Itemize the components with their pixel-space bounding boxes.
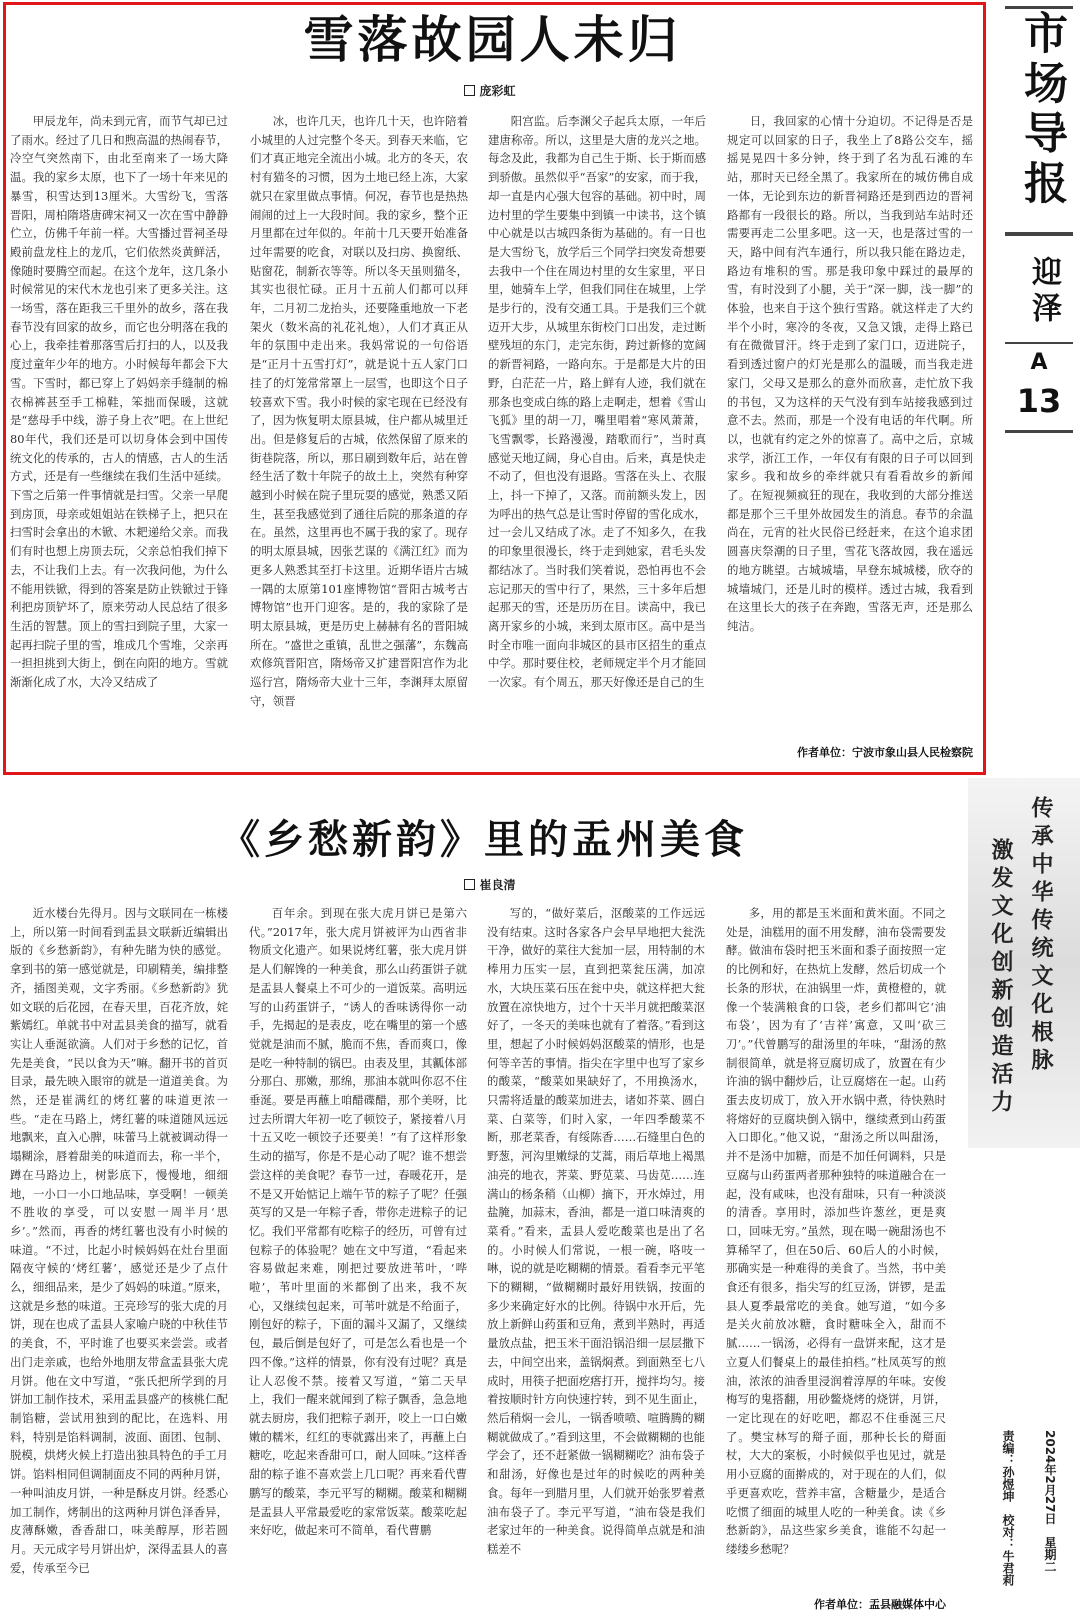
- slogan-banner: [968, 778, 1080, 1148]
- article1-affiliation: 作者单位：宁波市象山县人民检察院: [797, 746, 973, 759]
- article1-byline: [380, 82, 600, 99]
- article2-title: 《乡愁新韵》里的盂州美食: [220, 816, 748, 863]
- newspaper-name: 市场导报: [1016, 10, 1067, 210]
- slogan-line-1: 传承中华传统文化根脉: [1028, 796, 1054, 1076]
- masthead-divider-2: [1005, 342, 1073, 344]
- page-number: 13: [1016, 382, 1062, 420]
- masthead: [995, 0, 1080, 445]
- masthead-divider: [1005, 232, 1073, 236]
- article1-title: 雪落故园人未归: [303, 10, 682, 69]
- article1-column-3: 阳宫监。后李渊父子起兵太原，一年后建唐称帝。所以，这里是大唐的龙兴之地。每念及此，我都为自己生于斯、长于斯而感到骄傲。虽然似乎“吾家”的安家，而于我，却一直是内心强大包容的基础。初中时，周边村里的学生要集中到镇一中读书，这个镇中心就是以古城四条街为基础的。有一日也是大雪纷飞，放学后三个同学扫突发奇想要去我中一个住在周边村里的女生家里，平日里，她骑车上学，但我们同住在城里，上学是步行的，没有交通工具。于是我们三个就迈开大步，从城里东街校门口出发，走过断壁残垣的东门，走完东街，跨过新修的宽阔的新晋祠路，一路向东。于是都是大片的田野，白茫茫一片，路上鲜有人迹，我们就在那条也变成白练的路上走啊走，想着《雪山飞狐》里的胡一刀，嘴里唱着“寒风萧萧，飞雪飘零，长路漫漫，踏歌而行”，当时真感觉天地辽阔，身心自由。后来，真是快走不动了，但也没有退路。雪落在头上、衣服上，抖一下掉了，又落。而前额头发上，因为呼出的热气总是让雪时停留的雪化成水，过一会儿又结成了冰。走了不知多久，在我的印象里很漫长，终于走到她家，君毛头发都结冰了。当时我们笑着说，恐怕再也不会忘记那天的雪中行了，果然，三十多年后想起那天的雪，还是历历在目。读高中，我已离开家乡的小城，来到太原市区。高中是当时全市唯一面向非城区的县市区招生的重点中学。那时要住校，老师规定半个月才能回一次家。有个周五，那天好像还是自己的生: [488, 114, 706, 690]
- masthead-bottom-rule: [1005, 430, 1073, 433]
- byline-box-icon: [464, 85, 475, 96]
- slogan-line-2: 激发文化创新创造活力: [988, 838, 1014, 1118]
- page-letter: A: [1030, 350, 1048, 375]
- article2-column-2: 百年余。到现在张大虎月饼已是第六代。”2017年，张大虎月饼被评为山西省非物质文化遗产。如果说烤红薯，张大虎月饼是人们解馋的一种美食，那么山药蛋饼子就是盂县人餐桌上不可少的一道饭菜。高明远写的山药蛋饼子，“诱人的香味诱得你一动手，先揭起的是表皮，吃在嘴里的第一个感觉就是油而不腻，脆而不焦，香而爽口，像是吃一种特制的锅巴。由表及里，其瓤体部分那白、那嫩，那绵，那油本就叫你忍不住垂涎。要是再蘸上咱醋碟醋，那个美呀，比过去所谓大年初一吃了顿饺子，紧接着八月十五又吃一顿饺子还要美！”有了这样形象生动的描写，你是不是心动了呢？谁不想尝尝这样的美食呢？春节一过，春暖花开，是不是又开始惦记上端午节的粽子了呢？任强英写的又是一年粽子香，带你走进粽子的记忆。我们平常都有吃粽子的经历，可曾有过包粽子的体验呢？她在文中写道，“看起来容易做起来难，刚把过要放进苇叶，‘哗啦’，苇叶里面的米都倒了出来，我不灰心，又继续包起来，可苇叶就是不给面子，刚包好的粽子，下面的漏斗又漏了，又继续包，最后倒是包好了，可是怎么看也是一个四不像。”这样的情景，你有没有过呢？真是让人忍俊不禁。接着又写道，“第二天早上，我们一醒来就闻到了粽子飘香，急急地就去厨房，我们把粽子剥开，咬上一口白嫩嫩的糯米，红红的枣就露出来了，再蘸上白糖吃，吃起来香甜可口，耐人回味。”这样香甜的粽子谁不喜欢尝上几口呢？再来看代曹鹏写的酸菜，李元平写的糊糊。酸菜和糊糊是盂县人平常最爱吃的家常饭菜。酸菜吃起来好吃，做起来可不简单，看代曹鹏: [249, 906, 467, 1538]
- article2-column-1: 近水楼台先得月。因与文联同在一栋楼上，所以第一时间看到盂县文联新近编辑出版的《乡愁新韵》，有种先睹为快的感觉。拿到书的第一感觉就是，印刷精美，编排整齐，插图美观，文字秀丽。《乡愁新韵》犹如文联的后花园，在春天里，百花齐放，姹紫嫣红。单就书中对盂县美食的描写，就看实让人垂涎欲滴。人们对于乡愁的记忆，首先是美食，“民以食为天”嘛。翻开书的首页目录，最先映入眼帘的就是一道道美食。为然，还是崔满红的烤红薯的味道更浓一些。“走在马路上，烤红薯的味道随风远远地飘来，直入心脾，味蕾马上就被调动得一塌糊涂，唇着甜美的味道而去，称一半个，蹲在马路边上，树影底下，慢慢地，细细地，一小口一小口地品味，享受啊！一顿美不胜收的享受，可以安慰一周半月‘思乡’。”然而，再香的烤红薯也没有小时候的味道。“不过，比起小时候妈妈在灶台里面隔夜守候的‘烤红薯’，感觉还是少了点什么，细细品来，是少了妈妈的味道。”原来，这就是乡愁的味道。王亮珍写的张大虎的月饼，现在也成了盂县人家喻户晓的中秋佳节的美食，不，平时谁了也要买来尝尝。或者出门走亲戚，也给外地朋友带盒盂县张大虎月饼。他在文中写道，“张氏把所学到的月饼加工制作技术，采用盂县盛产的核桃仁配制馅糖，尝试用独到的配比，在选料、用料，特别是馅料调制，波面、面团、包制、脱模，烘烤火候上打造出独具特色的手工月饼。馅料相同但调制面皮不同的两种月饼，一种叫油皮月饼，一种是酥皮月饼。经悉心加工制作，烤制出的这两种月饼色泽香异，皮薄酥嫩，香香甜口，味美醇厚，形若圆月。天元成字号月饼出炉，深得盂县人的喜爱，传承至今已: [10, 906, 228, 1575]
- article2-affiliation: 作者单位：盂县融媒体中心: [814, 1598, 946, 1611]
- article1-column-2: 冰，也许几天，也许几十天，也许陪着小城里的人过完整个冬天。到春天来临，它们才真正地完全流出小城。北方的冬天，农村有猫冬的习惯，因为土地已经上冻，大家就只在家里做点事情。何况，春节也是热热闹闹的过上一大段时间。我的家乡，整个正月里都在过年似的。年前十几天要开始准备过年需要的吃食，对联以及扫房、换窗纸、贴窗花，制新衣等等。所以冬天虽则猫冬，其实也很忙碌。正月十五前人们都可以拜年，二月初二龙抬头，还要隆重地放一下老架火（数米高的礼花礼炮），人们才真正从年的氛围中走出来。我妈常说的一句俗语是“正月十五雪打灯”，就是说十五人家门口挂了的灯笼常常罩上一层雪，也即这个日子较喜欢下雪。我小时候的家宅现在已经没有了，因为恢复明太原县城，住户都从城里迁出。但是修复后的古城，依然保留了原来的街巷院落，所以，那日刷到数年后，站在曾经生活了数十年院子的故土上，突然有种穿越到小时候在院子里玩耍的感觉，熟悉又陌生，甚至我感觉到了通往后院的那条道的存在。虽然，这里再也不属于我的家了。现存的明太原县城，因张艺谋的《满江红》而为更多人熟悉其至打卡这里。近期华语片古城一隅的太原第101座博物馆“晋阳古城考古博物馆”也开门迎客。是的，我的家除了是明太原县城，更是历史上赫赫有名的晋阳城所在。“盛世之重镇，乱世之强藩”，东魏高欢修筑晋阳宫，隋炀帝又扩建晋阳宫作为北巡行宫，隋炀帝大业十三年，李渊拜太原留守，领晋: [250, 114, 468, 708]
- article1-author: 庞彩虹: [479, 84, 516, 98]
- article2-column-4: 多，用的都是玉米面和黄米面。不同之处是，油糕用的面不用发酵，油布袋需要发酵。做油布袋时把玉米面和黍子面按照一定的比例和好，在热炕上发酵，然后切成一个长条的形状，在油锅里一炸，黄橙橙的，就像一个装满粮食的口袋，老乡们都叫它‘油布袋’，因为有了‘吉祥’寓意，又叫‘砍三刀’。”代曾鹏写的甜汤里的年味，“甜汤的熬制很简单，就是将豆腐切成了，放置在有少许油的锅中翻炒后，让豆腐熔在一起。山药蛋去皮切成丁，放入开水锅中煮，待快熟时将熔好的豆腐块倒入锅中，继续煮到山药蛋入口即化。”他又说，“甜汤之所以叫甜汤，并不是汤中加糖，而是不加任何调料，只是豆腐与山药蛋两者那种独特的味道融合在一起，没有咸味，也没有甜味，只有一种淡淡的清香。享用时，添加些许葱丝，更是爽口，回味无穷。”虽然，现在喝一碗甜汤也不算稀罕了，但在50后、60后人的小时候，那确实是一种难得的美食了。当然，书中美食还有很多，指尖写的红豆汤，饼锣，是盂县人夏季最常吃的美食。她写道，“如今多是关火前放冰糖，食时糖味全入，甜而不腻……一锅汤，必得有一盘饼来配，这才是立夏人们餐桌上的最佳拍档。”杜凤英写的煎油，浓浓的油香里浸润着淳厚的年味。安俊梅写的鬼搭翻，用砂鳖烧烤的烧饼，月饼，一定比现在的好吃吧，都忍不住垂涎三尺了。樊宝林写的搿子面，那种长长的搿面杖，大大的案板，小时候似乎也见过，就是用小豆腐的面擀成的，对于现在的人们，似乎更喜欢吃，营养丰富，含糖量少，是适合吃惯了细面的城里人吃的一种美食。读《乡愁新韵》，品这些家乡美食，谁能不勾起一缕缕乡愁呢？: [726, 906, 946, 1556]
- section-name: 迎泽: [1026, 256, 1061, 328]
- article1-column-4: 日，我回家的心情十分迫切。不记得是否是规定可以回家的日子，我坐上了8路公交车，摇摇晃晃四十多分钟，终于到了名为乱石滩的车站，那时天已经全黑了。我家所在的城仿佛自成一体，无论到东边的新晋祠路还是到西边的晋祠路都有一段很长的路。所以，当我到站车站时还需要再走二公里多吧。这一天，也是落过雪的一天，路中间有汽车通行，所以我只能在路边走，路边有堆积的雪。那是我印象中踩过的最厚的雪，有时没到了小腿，关于“深一脚，浅一脚”的体验，也来自于这个独行雪路。就这样走了大约半个小时，寒冷的冬夜，又急又饿，走得上路已有在微微冒汗。终于走到了家门口，迈进院子，看到透过窗户的灯光是那么的温暖，而当我走进家门，父母又是那么的意外而欣喜，走忙放下我的书包，又为这样的天气没有到车站接我感到过意不去。然而，那是一个没有电话的年代啊。所以，也就有约定之外的惊喜了。高中之后，京城求学，浙江工作，一年仅有有限的日子可以回到家乡。我和故乡的牵绊就只有看看故乡的新闻了。在短视频疯狂的现在，我收到的大部分推送都是那个三千里外故园发生的消息。春节的余温尚在，元宵的社火民俗已经赶来，在这个追求团圆喜庆祭潮的日子里，雪花飞落故园，我在遥远的地方眺望。古城城墙，早登东城城楼，欣夺的城墙城门，还是儿时的模样。透过古城，我看到在这里长大的孩子在奔跑，雪落无声，还是那么纯洁。: [727, 114, 973, 633]
- masthead-top-rule: [1005, 6, 1073, 9]
- article2-column-3: 写的，“做好菜后，沤酸菜的工作远远没有结束。这时各家各户会早早地把大瓮洗干净，做好的菜往大瓮加一层，用特制的木棒用力压实一层，直到把菜瓮压满，加凉水，大块压菜石压在瓮中央，就这样把大瓮放置在凉快地方，过个十天半月就把酸菜沤好了，一冬天的美味也就有了着落。”看到这里，想起了小时候妈妈沤酸菜的情形，也是何等辛苦的事情。指尖在字里中也写了家乡的酸菜，“酸菜如果缺好了，不用换汤水，只需将适量的酸菜加进去，诸如芥菜、圆白菜、白菜等，们时入家，一年四季酸菜不断，那老菜香，有绥陈香……石缝里白色的野葱，河沟里嫩绿的艾蒿，雨后草地上褐黑油亮的地衣，荠菜、野苋菜、马齿苋……连满山的杨条稍（山柳）摘下，开水焯过，用盐腌，加蒜末，香油，都是一道口味清爽的菜肴。”看来，盂县人爱吃酸菜也是出了名的。小时候人们常说，一根一碗，咯吱一啉，说的就是吃糊糊的情景。看看李元平笔下的糊糊，“做糊糊时最好用铁锅，按面的多少来确定好水的比例。待锅中水开后，先放上新鲜山药蛋和豆角，煮到半熟时，再适量放点盐，把玉米干面沿锅沿细一层层撒下去，中间空出来，盖锅焖煮。到面熟至七八成时，用筷子把面疙瘩打开，搅拌均匀。接着按顺时针方向快速拧转，到不见生面止，然后稍焖一会儿，一锅香喷喷、喧腾腾的糊糊就做成了。”看到这里，不会做糊糊的也能学会了，还不赶紧做一锅糊糊吃？油布袋子和甜汤，好像也是过年的时候吃的两种美食。每年一到腊月里，人们就开始张罗着煮油布袋子了。李元平写道，“油布袋是我们老家过年的一种美食。说得简单点就是和油糕差不: [487, 906, 705, 1556]
- article1-column-1: 甲辰龙年，尚未到元宵，而节气却已过了雨水。经过了几日和煦高温的热闹春节，冷空气突然南下，由北至南来了一场大降温。我的家乡太原，也下了一场十年来见的暴雪，积雪达到13厘米。大雪纷飞，雪落晋阳，周柏隋塔唐碑宋祠又一次在雪中静静伫立，仿佛千年前一样。大雪播过晋祠圣母殿前盘龙柱上的龙爪，它们依然炎黄鲜活，像随时要腾空而起。在这个龙年，这几条小时候常见的宋代木龙也引来了更多关注。这一场雪，落在距我三千里外的故乡，落在我春节没有回家的故乡，而它也分明落在我的心上，我牵挂着那落雪后打扫的人，以及我度过童年少年的地方。小时候每年都会下大雪。下雪时，都已穿上了妈妈亲手缝制的棉衣棉裤甚至手工棉鞋，笨拙而保暖，这就是“慈母手中线，游子身上衣”吧。在上世纪80年代，我们还是可以切身体会到中国传统文化的传承的，古人的情感，古人的生活方式，还是有一些继续在我们生活中延续。下雪之后第一件事情就是扫雪。父亲一早爬到房顶，母亲或姐姐站在铁梯子上，把只在扫雪时会拿出的木锨、木耙递给父亲。而我们有时也想上房顶去玩，父亲总怕我们掉下去，不让我们上去。有一次我问他，为什么不能用铁锨，得到的答案是防止铁锨过于锋利把房顶铲坏了，原来劳动人民总结了很多生活的智慧。顶上的雪扫到院子里，大家一起再扫院子里的雪，堆成几个雪堆，父亲再一担担挑到大街上，倒在向阳的地方。雪就渐渐化成了水，大冷又结成了: [10, 114, 228, 690]
- publication-date: 2024年2月27日 星期二: [1043, 1430, 1057, 1573]
- article2-byline: [380, 876, 600, 893]
- article2-author: 崔良清: [479, 878, 516, 892]
- byline-box-icon: [464, 879, 475, 890]
- editor-credits: 责编：孙煜坤 校对：牛君莉: [1001, 1430, 1015, 1586]
